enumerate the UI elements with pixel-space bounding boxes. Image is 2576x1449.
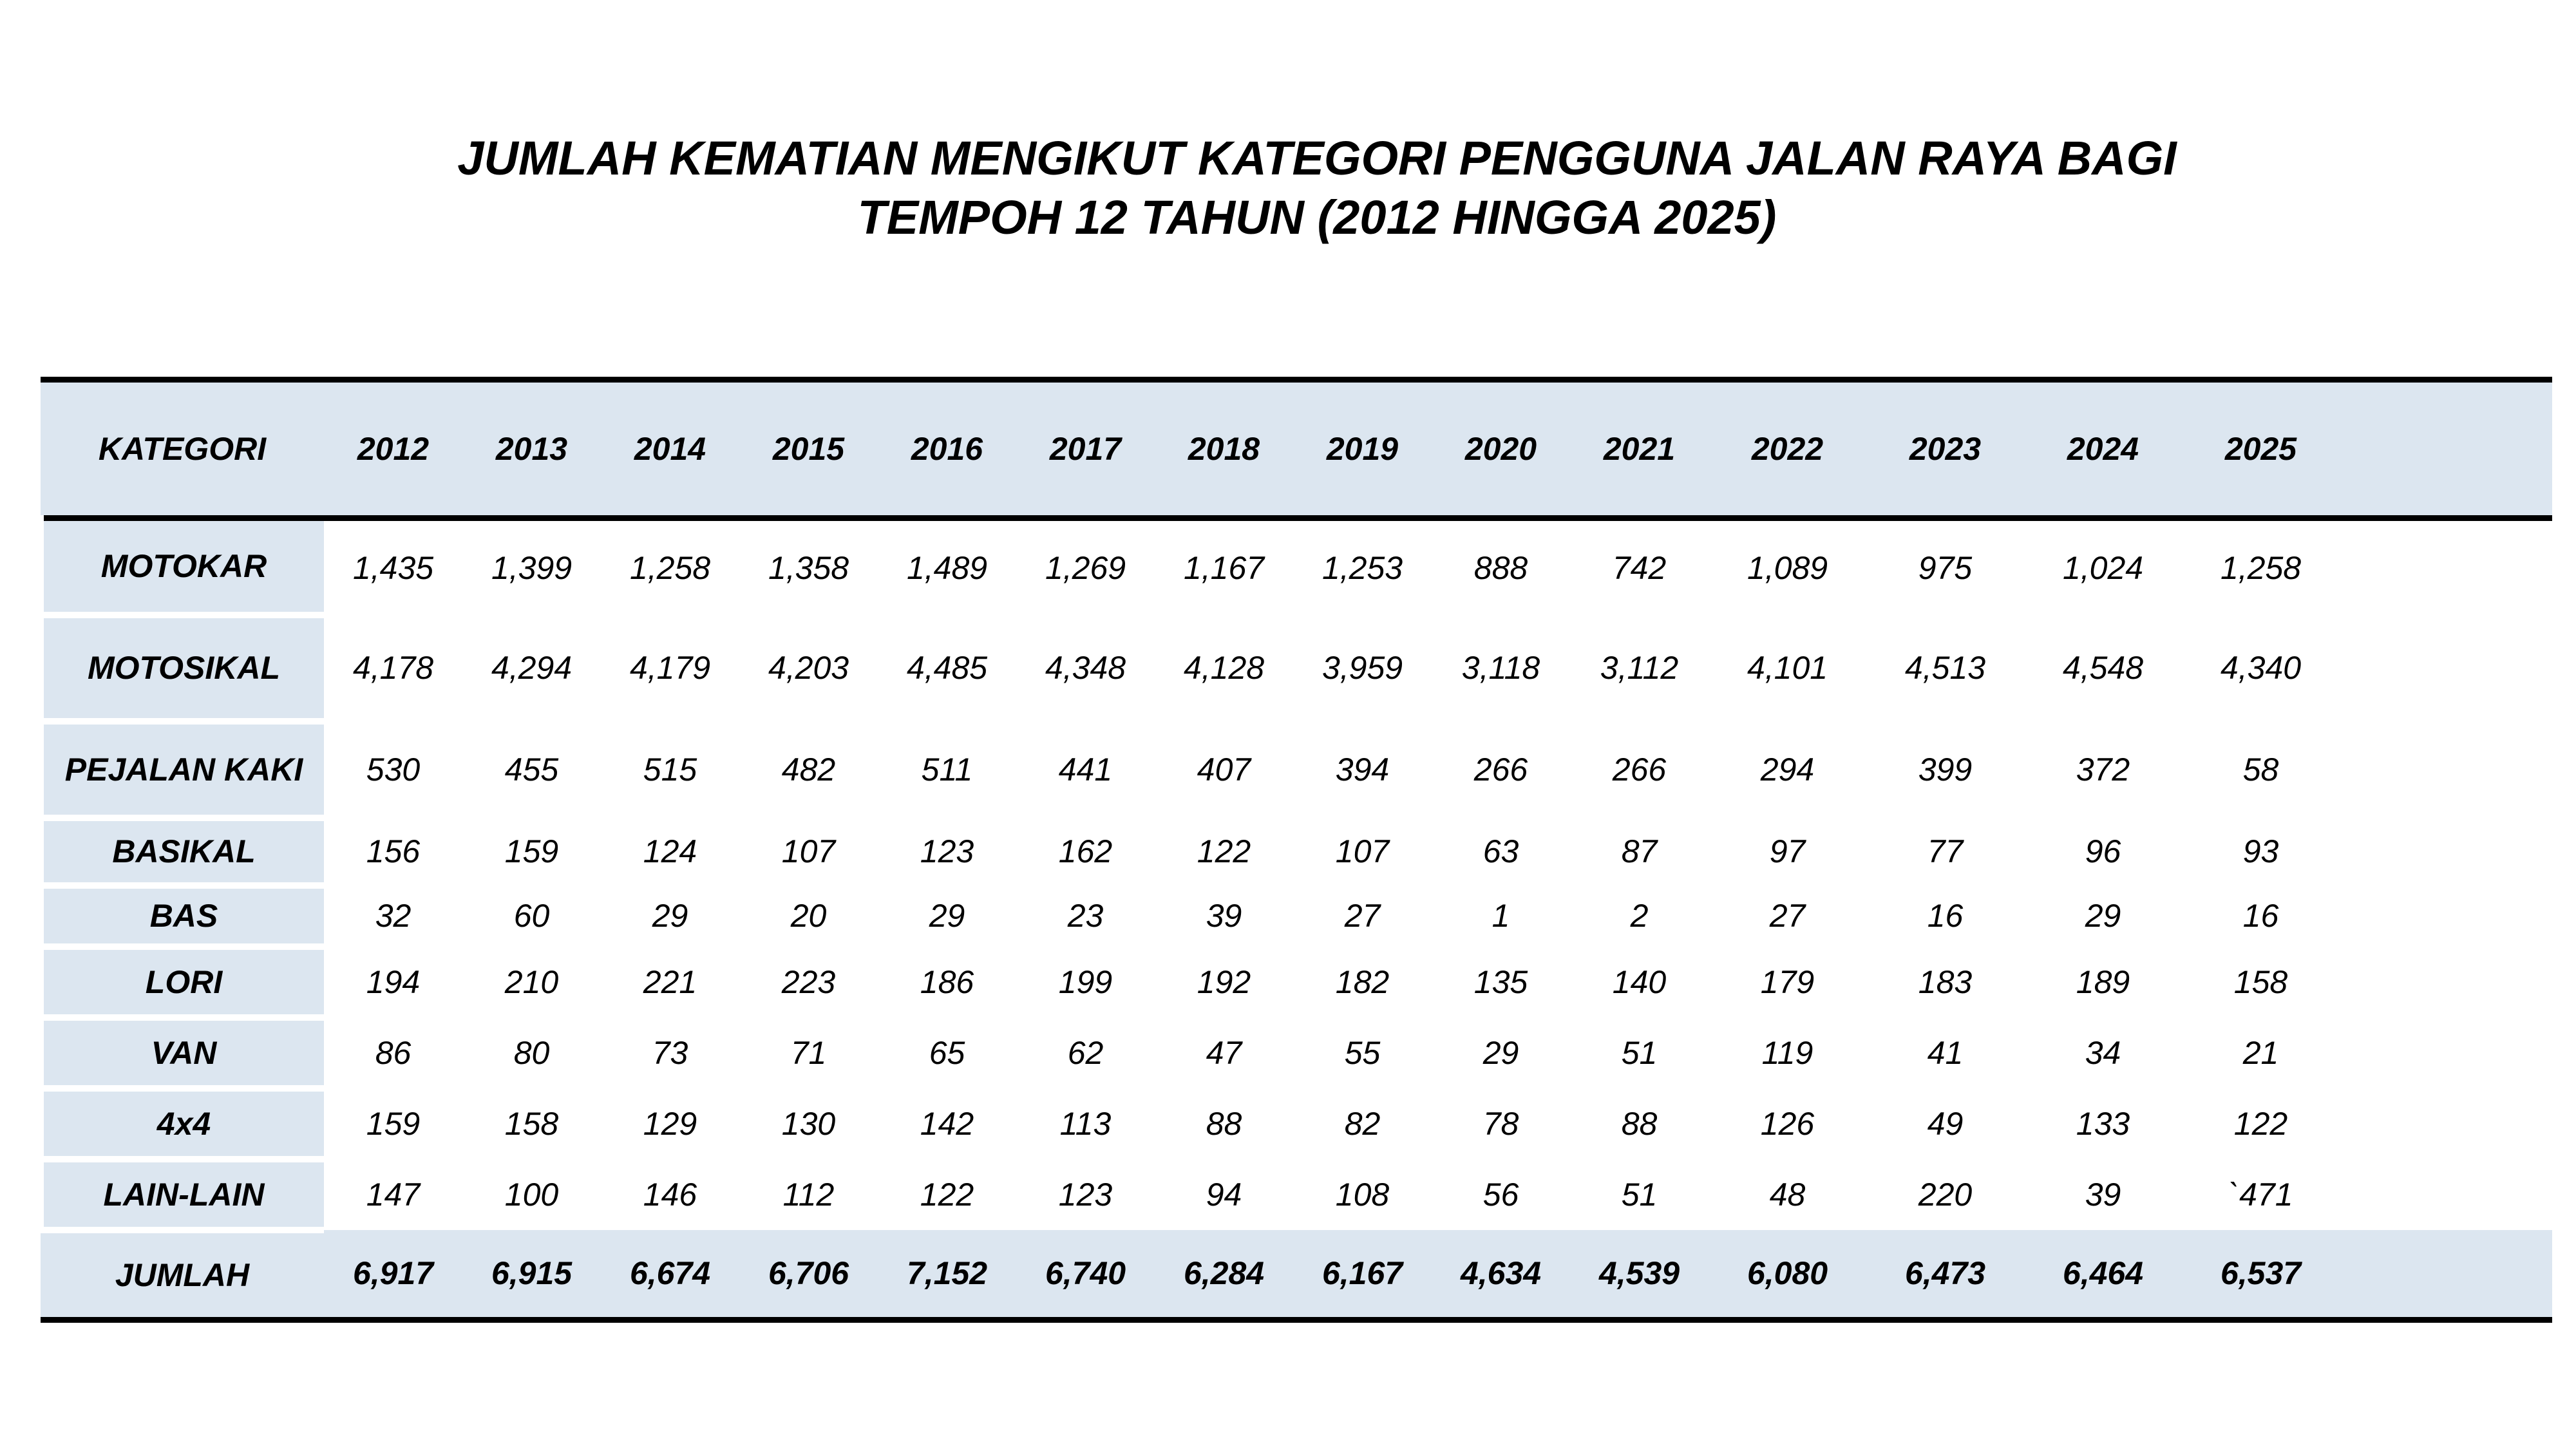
value-cell: 29 [1482, 1034, 1519, 1071]
value-cell: 63 [1482, 833, 1519, 869]
header-year: 2021 [1603, 431, 1676, 467]
total-value: 6,706 [768, 1255, 849, 1292]
value-cell: 294 [1760, 751, 1815, 788]
value-cell: 266 [1473, 751, 1528, 788]
row-spacer [2340, 518, 2552, 615]
total-value: 6,917 [352, 1255, 434, 1292]
value-cell: 122 [2233, 1105, 2288, 1142]
header-year: 2012 [357, 431, 430, 467]
value-cell: 4,101 [1747, 650, 1828, 686]
value-cell: 441 [1058, 751, 1113, 788]
value-cell: 119 [1761, 1034, 1814, 1071]
value-cell: 4,128 [1183, 650, 1265, 686]
value-cell: 60 [513, 898, 550, 934]
value-cell: 39 [2085, 1176, 2121, 1213]
table-row [41, 947, 2552, 1018]
header-spacer [2340, 380, 2552, 518]
value-cell: 975 [1918, 549, 1973, 586]
value-cell: 133 [2076, 1105, 2130, 1142]
header-year: 2020 [1464, 431, 1537, 467]
value-cell: 107 [781, 833, 836, 869]
value-cell: 97 [1769, 833, 1806, 869]
value-cell: 80 [513, 1034, 550, 1071]
header-row [41, 380, 2552, 518]
table-row [41, 518, 2552, 615]
category-cell: 4x4 [41, 1088, 324, 1159]
value-cell: 122 [1197, 833, 1251, 869]
value-cell: 2 [1630, 898, 1649, 934]
value-cell: 29 [652, 898, 688, 934]
table-row [41, 818, 2552, 886]
total-value: 6,167 [1321, 1255, 1403, 1292]
value-cell: 93 [2242, 833, 2279, 869]
value-cell: 112 [782, 1176, 835, 1213]
category-cell: BAS [41, 886, 324, 947]
total-spacer [2340, 1230, 2552, 1320]
header-year: 2018 [1188, 431, 1260, 467]
value-cell: 96 [2085, 833, 2121, 869]
value-cell: 159 [366, 1105, 421, 1142]
table-row [41, 1018, 2552, 1088]
value-cell: 156 [366, 833, 421, 869]
value-cell: 129 [643, 1105, 697, 1142]
value-cell: 1,024 [2062, 549, 2144, 586]
value-cell: 4,179 [629, 650, 711, 686]
row-spacer [2340, 1088, 2552, 1159]
value-cell: 47 [1206, 1034, 1242, 1071]
value-cell: 51 [1621, 1176, 1658, 1213]
title-line-1: JUMLAH KEMATIAN MENGIKUT KATEGORI PENGGUNA JALAN RAYA BAGI [457, 131, 2177, 185]
header-year: 2024 [2067, 431, 2139, 467]
value-cell: 742 [1612, 549, 1667, 586]
value-cell: 27 [1769, 898, 1806, 934]
total-value: 6,080 [1747, 1255, 1828, 1292]
category-cell: PEJALAN KAKI [41, 721, 324, 818]
value-cell: 82 [1344, 1105, 1381, 1142]
total-value: 4,634 [1460, 1255, 1542, 1292]
value-cell: 86 [375, 1034, 412, 1071]
row-spacer [2340, 1159, 2552, 1230]
value-cell: 1,269 [1045, 549, 1126, 586]
value-cell: 1,399 [491, 549, 573, 586]
value-cell: 78 [1482, 1105, 1519, 1142]
total-label: JUMLAH [115, 1256, 250, 1293]
value-cell: 140 [1612, 963, 1667, 1000]
header-year: 2015 [772, 431, 845, 467]
total-value: 6,464 [2062, 1255, 2144, 1292]
value-cell: 71 [790, 1034, 827, 1071]
table-row [41, 1088, 2552, 1159]
category-cell: MOTOKAR [41, 518, 324, 615]
value-cell: 73 [652, 1034, 688, 1071]
value-cell: 107 [1335, 833, 1390, 869]
value-cell: 266 [1612, 751, 1667, 788]
total-value: 4,539 [1598, 1255, 1680, 1292]
total-value: 6,915 [491, 1255, 573, 1292]
value-cell: 77 [1927, 833, 1964, 869]
value-cell: 159 [504, 833, 559, 869]
total-value: 6,740 [1045, 1255, 1126, 1292]
value-cell: 147 [366, 1176, 421, 1213]
row-spacer [2340, 947, 2552, 1018]
value-cell: 394 [1335, 751, 1390, 788]
value-cell: 23 [1067, 898, 1104, 934]
header-year: 2022 [1751, 431, 1824, 467]
value-cell: 16 [2242, 898, 2279, 934]
value-cell: 94 [1206, 1176, 1242, 1213]
total-value: 6,537 [2220, 1255, 2302, 1292]
table-body [41, 518, 2552, 1230]
value-cell: 4,294 [491, 650, 573, 686]
value-cell: 186 [920, 963, 974, 1000]
value-cell: 1,089 [1747, 549, 1828, 586]
value-cell: 142 [920, 1105, 974, 1142]
value-cell: 1 [1492, 898, 1510, 934]
value-cell: 515 [643, 751, 697, 788]
value-cell: 220 [1918, 1176, 1973, 1213]
category-cell: LAIN-LAIN [41, 1159, 324, 1230]
value-cell: 511 [921, 751, 973, 788]
header-year: 2017 [1049, 431, 1122, 467]
value-cell: 34 [2085, 1034, 2121, 1071]
total-row [41, 1230, 2552, 1320]
value-cell: 399 [1918, 751, 1973, 788]
value-cell: 49 [1927, 1105, 1964, 1142]
value-cell: 41 [1927, 1034, 1964, 1071]
value-cell: 29 [929, 898, 965, 934]
value-cell: 1,358 [768, 549, 849, 586]
value-cell: 39 [1206, 898, 1242, 934]
value-cell: 182 [1335, 963, 1390, 1000]
value-cell: 1,167 [1183, 549, 1265, 586]
value-cell: 32 [375, 898, 412, 934]
value-cell: 130 [781, 1105, 836, 1142]
value-cell: 199 [1058, 963, 1113, 1000]
row-spacer [2340, 886, 2552, 947]
page-title [0, 129, 2576, 247]
value-cell: 162 [1058, 833, 1113, 869]
value-cell: 1,489 [906, 549, 988, 586]
total-value: 6,284 [1183, 1255, 1265, 1292]
value-cell: 1,258 [629, 549, 711, 586]
value-cell: 123 [920, 833, 974, 869]
value-cell: 21 [2242, 1034, 2279, 1071]
value-cell: 29 [2085, 898, 2121, 934]
value-cell: 179 [1760, 963, 1815, 1000]
value-cell: 122 [920, 1176, 974, 1213]
table-footer [41, 1230, 2552, 1320]
value-cell: 123 [1058, 1176, 1113, 1213]
value-cell: 1,258 [2220, 549, 2302, 586]
value-cell: 407 [1197, 751, 1251, 788]
value-cell: 1,435 [352, 549, 434, 586]
category-cell: LORI [41, 947, 324, 1018]
value-cell: 223 [781, 963, 836, 1000]
row-spacer [2340, 1018, 2552, 1088]
table-header [41, 380, 2552, 518]
value-cell: 48 [1769, 1176, 1806, 1213]
row-spacer [2340, 818, 2552, 886]
value-cell: 192 [1197, 963, 1251, 1000]
value-cell: 62 [1067, 1034, 1104, 1071]
value-cell: 210 [504, 963, 559, 1000]
value-cell: 189 [2076, 963, 2130, 1000]
value-cell: 194 [366, 963, 421, 1000]
category-cell: VAN [41, 1018, 324, 1088]
value-cell: `471 [2228, 1176, 2293, 1213]
value-cell: 51 [1621, 1034, 1658, 1071]
table-row [41, 1159, 2552, 1230]
total-value: 6,473 [1904, 1255, 1986, 1292]
header-year: 2025 [2224, 431, 2297, 467]
value-cell: 88 [1206, 1105, 1242, 1142]
header-year: 2023 [1909, 431, 1982, 467]
header-year: 2016 [911, 431, 983, 467]
header-year: 2019 [1326, 431, 1399, 467]
value-cell: 3,959 [1321, 650, 1403, 686]
row-spacer [2340, 721, 2552, 818]
value-cell: 4,203 [768, 650, 849, 686]
category-cell: BASIKAL [41, 818, 324, 886]
value-cell: 56 [1482, 1176, 1519, 1213]
value-cell: 4,178 [352, 650, 434, 686]
value-cell: 58 [2242, 751, 2279, 788]
value-cell: 183 [1918, 963, 1973, 1000]
value-cell: 4,485 [906, 650, 988, 686]
header-category: KATEGORI [98, 431, 267, 467]
table-row [41, 886, 2552, 947]
value-cell: 135 [1473, 963, 1528, 1000]
value-cell: 3,118 [1461, 650, 1540, 686]
value-cell: 20 [790, 898, 827, 934]
value-cell: 158 [2233, 963, 2288, 1000]
value-cell: 4,348 [1045, 650, 1126, 686]
header-year: 2014 [634, 431, 706, 467]
table-row [41, 615, 2552, 721]
value-cell: 888 [1473, 549, 1528, 586]
row-spacer [2340, 615, 2552, 721]
value-cell: 27 [1344, 898, 1381, 934]
fatality-table [37, 377, 2552, 1323]
value-cell: 108 [1335, 1176, 1390, 1213]
value-cell: 65 [929, 1034, 965, 1071]
total-value: 7,152 [906, 1255, 988, 1292]
value-cell: 126 [1760, 1105, 1815, 1142]
value-cell: 87 [1621, 833, 1658, 869]
value-cell: 158 [504, 1105, 559, 1142]
value-cell: 4,548 [2062, 650, 2144, 686]
value-cell: 4,513 [1904, 650, 1986, 686]
value-cell: 113 [1059, 1105, 1112, 1142]
value-cell: 88 [1621, 1105, 1658, 1142]
value-cell: 124 [643, 833, 697, 869]
value-cell: 4,340 [2220, 650, 2302, 686]
value-cell: 3,112 [1600, 650, 1679, 686]
value-cell: 372 [2076, 751, 2130, 788]
header-year: 2013 [495, 431, 568, 467]
title-line-2: TEMPOH 12 TAHUN (2012 HINGGA 2025) [857, 191, 1777, 244]
value-cell: 146 [643, 1176, 697, 1213]
value-cell: 530 [366, 751, 421, 788]
value-cell: 221 [643, 963, 697, 1000]
category-cell: MOTOSIKAL [41, 615, 324, 721]
value-cell: 16 [1927, 898, 1964, 934]
value-cell: 100 [504, 1176, 559, 1213]
value-cell: 482 [781, 751, 836, 788]
value-cell: 455 [504, 751, 559, 788]
value-cell: 55 [1344, 1034, 1381, 1071]
value-cell: 1,253 [1321, 549, 1403, 586]
table-row [41, 721, 2552, 818]
total-value: 6,674 [629, 1255, 711, 1292]
